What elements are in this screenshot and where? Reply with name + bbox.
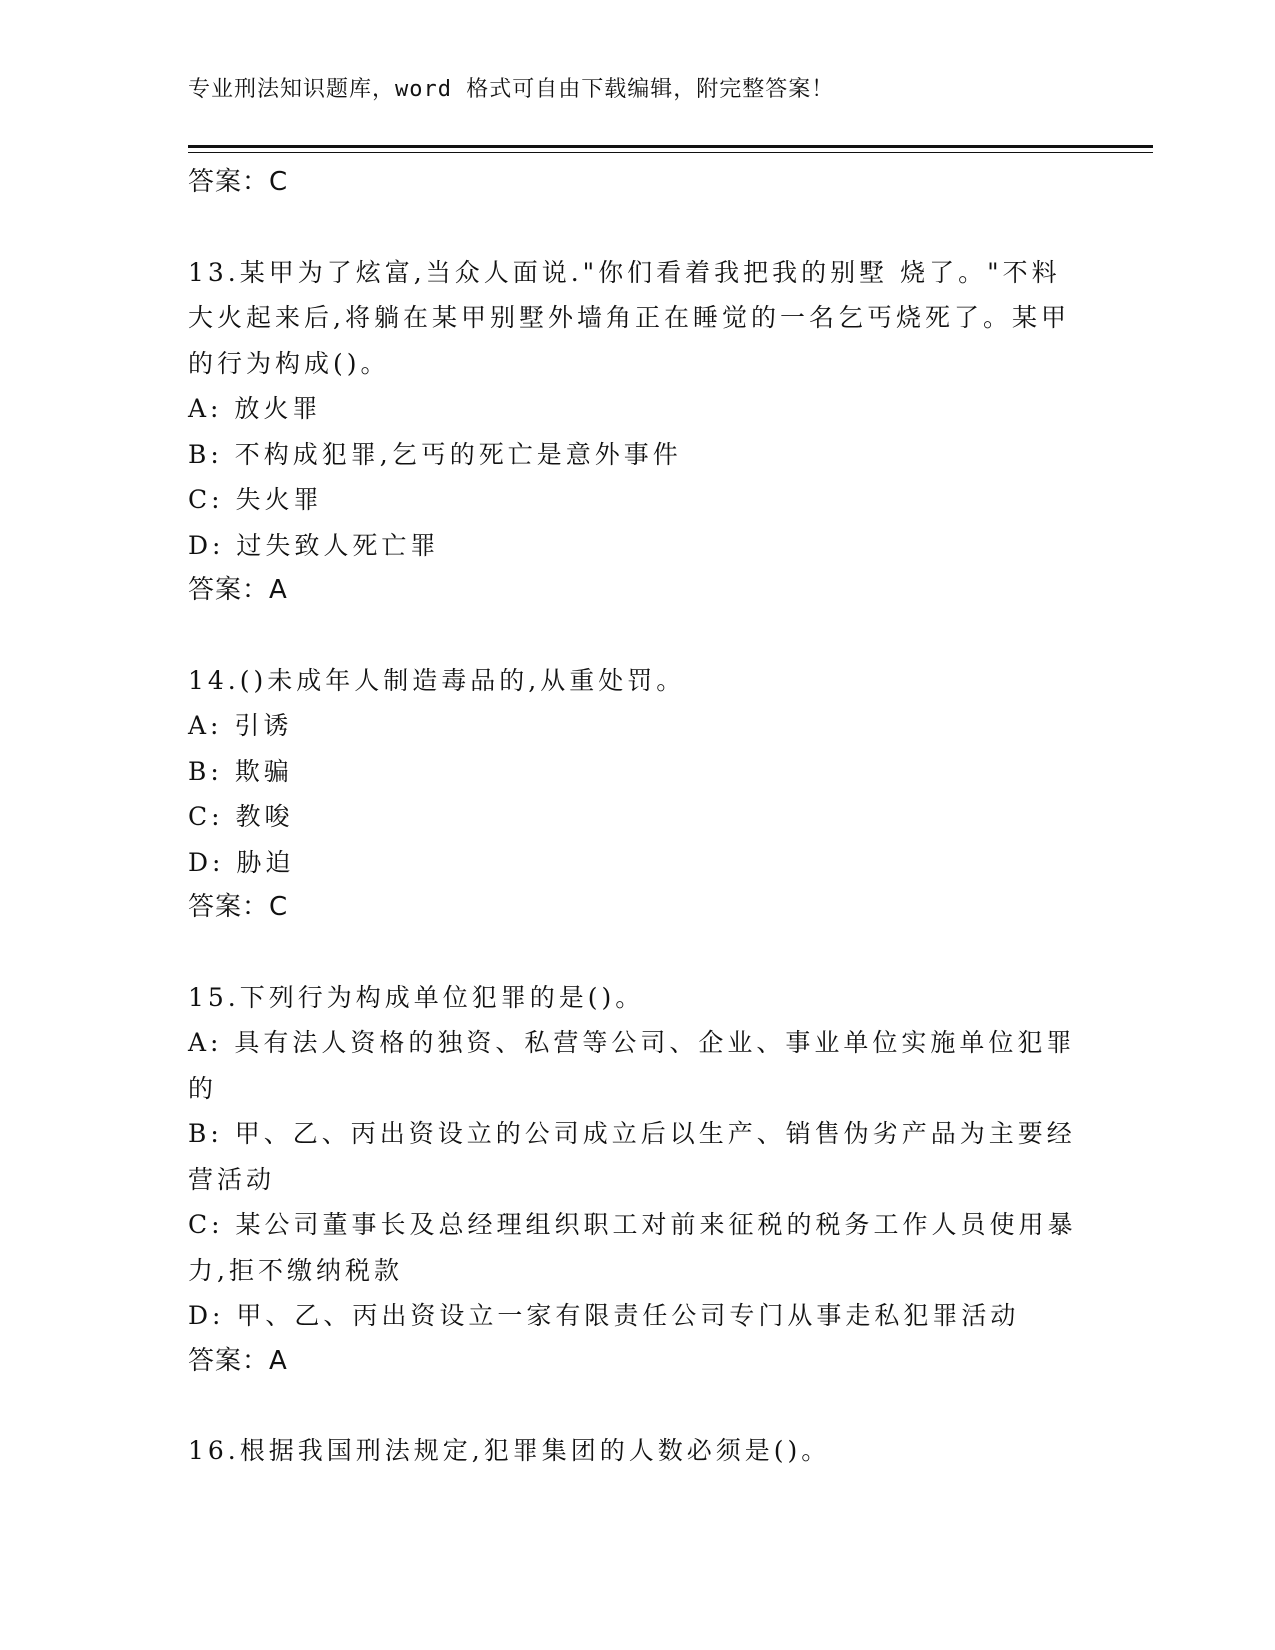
- question-16-stem-line: 16.根据我国刑法规定,犯罪集团的人数必须是()。: [188, 1436, 831, 1465]
- question-13-option-d: D: 过失致人死亡罪: [188, 530, 440, 560]
- question-15-option-b-cont: 营活动: [188, 1164, 276, 1194]
- header-rule-thin: [188, 152, 1153, 153]
- question-14-option-c: C: 教唆: [188, 802, 294, 831]
- question-15-option-a-cont: 的: [188, 1073, 218, 1103]
- answer-14: 答案：C: [188, 892, 289, 922]
- question-15-stem-line: 15.下列行为构成单位犯罪的是()。: [188, 982, 645, 1012]
- answer-prev: 答案：C: [188, 167, 289, 197]
- question-15: [188, 975, 1088, 1385]
- question-14-stem-line: 14.()未成年人制造毒品的,从重处罚。: [188, 665, 686, 695]
- question-14-option-d: D: 胁迫: [188, 847, 295, 877]
- question-13-stem-line: 大火起来后,将躺在某甲别墅外墙角正在睡觉的一名乞丐烧死了。某甲: [188, 303, 1070, 332]
- question-13-option-a: A: 放火罪: [188, 394, 322, 423]
- question-15-option-d: D: 甲、乙、丙出资设立一家有限责任公司专门从事走私犯罪活动: [188, 1301, 1020, 1330]
- question-16: [188, 1428, 1088, 1474]
- question-13-stem-line: 的行为构成()。: [188, 348, 390, 378]
- question-14-option-a: A: 引诱: [188, 711, 293, 740]
- question-15-option-b: B: 甲、乙、丙出资设立的公司成立后以生产、销售伪劣产品为主要经: [188, 1119, 1076, 1148]
- question-13: [188, 250, 1088, 614]
- question-13-stem-line: 13.某甲为了炫富,当众人面说."你们看着我把我的别墅 烧了。"不料: [188, 257, 1061, 287]
- page-header: 专业刑法知识题库，word 格式可自由下载编辑，附完整答案！: [188, 77, 835, 102]
- question-14: [188, 658, 1088, 931]
- question-13-option-b: B: 不构成犯罪,乞丐的死亡是意外事件: [188, 439, 682, 469]
- question-15-option-c: C: 某公司董事长及总经理组织职工对前来征税的税务工作人员使用暴: [188, 1210, 1077, 1239]
- question-14-option-b: B: 欺骗: [188, 756, 293, 786]
- answer-13: 答案：A: [188, 575, 288, 605]
- question-15-option-a: A: 具有法人资格的独资、私营等公司、企业、事业单位实施单位犯罪: [188, 1028, 1076, 1057]
- question-13-option-c: C: 失火罪: [188, 485, 323, 514]
- header-rule-thick: [188, 145, 1153, 148]
- question-content: [188, 160, 1088, 1474]
- answer-15: 答案：A: [188, 1345, 288, 1376]
- question-15-option-c-cont: 力,拒不缴纳税款: [188, 1255, 403, 1285]
